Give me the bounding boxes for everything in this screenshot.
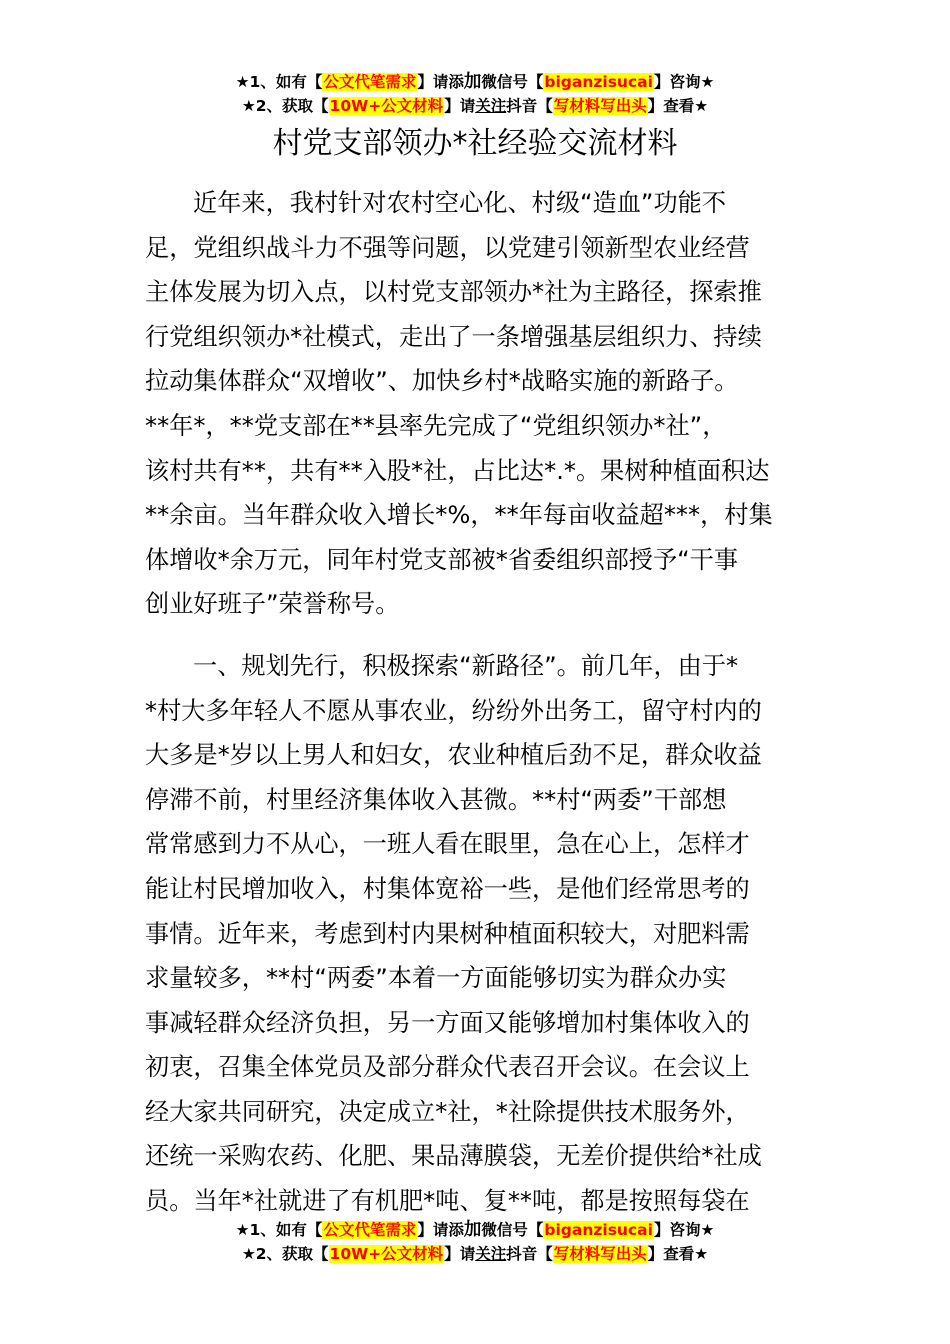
promo-text: 关注 (475, 97, 507, 115)
text-line: 近年来，我村针对农村空心化、村级“造血”功能不 (193, 189, 727, 217)
promo-text: 加 (463, 1220, 482, 1240)
text-line: 求量较多，**村“两委”本着一方面能够切实为群众办实 (145, 964, 727, 993)
text-line: 初衷，召集全体党员及部分群众代表召开会议。在会议上 (145, 1053, 750, 1082)
promo-douyin-id: 写材料写出头 (553, 1245, 647, 1263)
document-body (145, 181, 810, 1224)
text-line: 拉动集体群众“双增收”、加快乡村*战略实施的新路子。 (145, 367, 739, 396)
paragraph-intro (145, 181, 810, 627)
promo-highlight: 公文代笔需求 (323, 73, 417, 91)
text-line: 事情。近年来，考虑到村内果树种植面积较大，对肥料需 (145, 919, 750, 948)
text-line: 行党组织领办*社模式，走出了一条增强基层组织力、持续 (145, 322, 762, 351)
text-line: **余亩。当年群众收入增长*%，**年每亩收益超***，村集 (145, 501, 773, 530)
document-title: 村党支部领办*社经验交流材料 (272, 126, 678, 161)
promo-wechat-id: biganzisucai (544, 73, 653, 91)
promo-text: 】查看★ (647, 1245, 709, 1263)
text-line: 主体发展为切入点，以村党支部领办*社为主路径，探索推 (145, 278, 762, 307)
promo-text: ★2、获取【 (241, 97, 329, 115)
promo-text: 微信号【 (481, 1221, 544, 1239)
text-line: 能让村民增加收入，村集体宽裕一些，是他们经常思考的 (145, 874, 750, 903)
promo-text: 微信号【 (481, 73, 544, 91)
text-line: 大多是*岁以上男人和妇女，农业种植后劲不足，群众收益 (145, 741, 762, 770)
text-line: 常常感到力不从心，一班人看在眼里，急在心上，怎样才 (145, 830, 750, 859)
paragraph-gap (145, 627, 810, 644)
text-line: 该村共有**，共有**入股*社，占比达*.*。果树种植面积达 (145, 456, 770, 485)
promo-text: 】请 (444, 1245, 476, 1263)
promo-text: 】咨询★ (653, 73, 715, 91)
promo-highlight: 10W+公文材料 (329, 1245, 444, 1263)
promo-highlight: 公文代笔需求 (323, 1221, 417, 1239)
promo-highlight: 10W+公文材料 (329, 97, 444, 115)
promo-text: ★1、如有【 (235, 1221, 323, 1239)
promo-text: 加 (463, 72, 482, 92)
text-line: 一、规划先行，积极探索“新路径”。前几年，由于* (193, 651, 739, 680)
promo-text: 关注 (475, 1245, 507, 1263)
promo-text: ★2、获取【 (241, 1245, 329, 1263)
promo-text: 抖音【 (506, 1245, 553, 1263)
promo-line-2 (0, 1242, 950, 1266)
promo-line-2 (0, 94, 950, 118)
promo-text: 】查看★ (647, 97, 709, 115)
text-line: 创业好班子”荣誉称号。 (145, 590, 400, 619)
text-line: *村大多年轻人不愿从事农业，纷纷外出务工，留守村内的 (145, 696, 762, 725)
promo-text: 】咨询★ (653, 1221, 715, 1239)
text-line: 足，党组织战斗力不强等问题，以党建引领新型农业经营 (145, 233, 750, 262)
promo-text: 】请 (444, 97, 476, 115)
text-line: 经大家共同研究，决定成立*社，*社除提供技术服务外， (145, 1097, 750, 1126)
promo-banner-top (0, 70, 950, 118)
promo-banner-bottom (0, 1218, 950, 1266)
promo-text: 抖音【 (506, 97, 553, 115)
promo-line-1 (0, 70, 950, 94)
text-line: 停滞不前，村里经济集体收入甚微。**村“两委”干部想 (145, 785, 727, 814)
promo-douyin-id: 写材料写出头 (553, 97, 647, 115)
text-line: 还统一采购农药、化肥、果品薄膜袋，无差价提供给*社成 (145, 1142, 762, 1171)
promo-text: ★1、如有【 (235, 73, 323, 91)
text-line: **年*，**党支部在**县率先完成了“党组织领办*社”， (145, 411, 727, 440)
text-line: 事减轻群众经济负担，另一方面又能够增加村集体收入的 (145, 1008, 750, 1037)
promo-text: 】请添 (417, 73, 464, 91)
promo-line-1 (0, 1218, 950, 1242)
paragraph-section-1 (145, 644, 810, 1224)
text-line: 体增收*余万元，同年村党支部被*省委组织部授予“干事 (145, 545, 739, 574)
promo-wechat-id: biganzisucai (544, 1221, 653, 1239)
promo-text: 】请添 (417, 1221, 464, 1239)
text-line: 员。当年*社就进了有机肥*吨、复**吨，都是按照每袋在 (145, 1187, 750, 1216)
